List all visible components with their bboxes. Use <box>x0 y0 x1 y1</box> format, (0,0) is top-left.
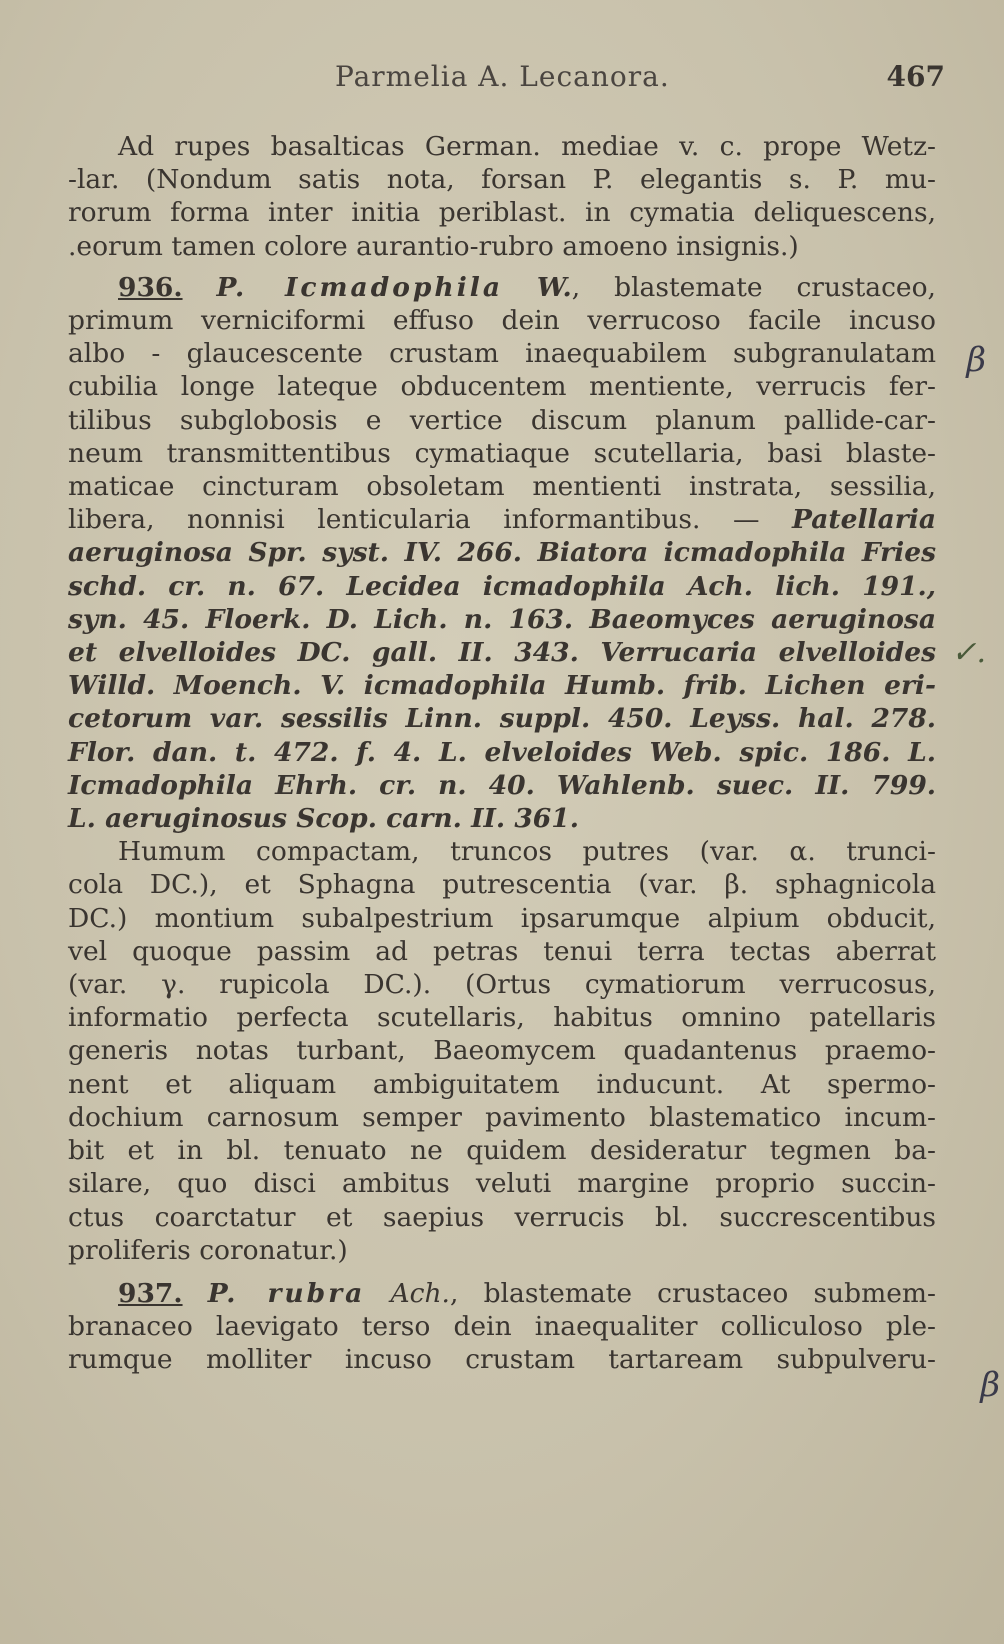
species-name: P. rubra <box>207 1277 366 1309</box>
synonym: Patellaria <box>792 504 936 536</box>
paragraph-1 <box>68 130 936 263</box>
entry-number: 936. <box>118 271 183 303</box>
text-line: maticae cincturam obsoletam mentienti instrata, sessilia, <box>68 471 936 503</box>
text-line: silare, quo disci ambitus veluti margine proprio succin- <box>68 1168 936 1200</box>
entry-937 <box>68 1277 936 1377</box>
species-author: W. <box>536 271 572 303</box>
text-line: bit et in bl. tenuato ne quidem desideratur tegmen ba- <box>68 1135 936 1167</box>
text-line: DC.) montium subalpestrium ipsarumque alpium obducit, <box>68 902 936 934</box>
text-line: generis notas turbant, Baeomycem quadantenus praemo- <box>68 1035 936 1067</box>
paragraph-habitat <box>68 835 936 1267</box>
text-line: cetorum var. sessilis Linn. suppl. 450. Leyss. hal. 278. <box>68 703 936 735</box>
text-line: Humum compactam, truncos putres (var. α. trunci- <box>118 836 936 868</box>
text-line: L. aeruginosus Scop. carn. II. 361. <box>68 803 579 835</box>
text-line: -lar. (Nondum satis nota, forsan P. elegantis s. P. mu- <box>68 164 936 196</box>
text-line: Flor. dan. t. 472. f. 4. L. elveloides Web. spic. 186. L. <box>68 736 936 768</box>
entry-number: 937. <box>118 1277 183 1309</box>
text-line: et elvelloides DC. gall. II. 343. Verrucaria elvelloides <box>68 637 936 669</box>
text-line: , blastemate crustaceo, <box>571 271 936 303</box>
entry-heading <box>68 271 936 304</box>
margin-annotation: β <box>980 1365 1000 1405</box>
text-line: neum transmittentibus cymatiaque scutellaria, basi blaste- <box>68 437 936 469</box>
text-line: branaceo laevigato terso dein inaequaliter colliculoso ple- <box>68 1311 936 1343</box>
text-line: ctus coarctatur et saepius verrucis bl. succrescentibus <box>68 1201 936 1233</box>
species-name: P. Icmadophila <box>216 271 503 303</box>
text-line: (var. γ. rupicola DC.). (Ortus cymatiorum verrucosus, <box>68 969 936 1001</box>
page-number: 467 <box>886 60 945 93</box>
entry-936 <box>68 271 936 835</box>
text-line: albo - glaucescente crustam inaequabilem subgranulatam <box>68 338 936 370</box>
text-line: nent et aliquam ambiguitatem inducunt. At spermo- <box>68 1068 936 1100</box>
text-line: tilibus subglobosis e vertice discum planum pallide-car- <box>68 404 936 436</box>
text-line: cola DC.), et Sphagna putrescentia (var. β. sphagnicola <box>68 869 936 901</box>
text-line: dochium carnosum semper pavimento blastematico incum- <box>68 1101 936 1133</box>
text-line: vel quoque passim ad petras tenui terra tectas aberrat <box>68 935 936 967</box>
species-author: Ach. <box>390 1277 450 1309</box>
text-line: .eorum tamen colore aurantio-rubro amoeno insignis.) <box>68 230 799 262</box>
entry-heading <box>68 1277 936 1310</box>
text-line: proliferis coronatur.) <box>68 1234 348 1266</box>
margin-annotation: ✓. <box>951 635 986 670</box>
text-line: primum verniciformi effuso dein verrucoso facile incuso <box>68 305 936 337</box>
page-header <box>70 60 950 100</box>
text-line: aeruginosa Spr. syst. IV. 266. Biatora icmadophila Fries <box>68 537 936 569</box>
text-line: rumque molliter incuso crustam tartaream subpulveru- <box>68 1344 936 1376</box>
text-line: rorum forma inter initia periblast. in cymatia deliquescens, <box>68 197 936 229</box>
text-line: , blastemate crustaceo submem- <box>450 1277 936 1309</box>
text-segment: libera, nonnisi lenticularia informantibus. — <box>68 504 760 536</box>
text-line: Ad rupes basalticas German. mediae v. c. prope Wetz- <box>118 131 936 162</box>
text-line: Icmadophila Ehrh. cr. n. 40. Wahlenb. suec. II. 799. <box>68 769 936 801</box>
text-line: cubilia longe lateque obducentem mentiente, verrucis fer- <box>68 371 936 403</box>
margin-annotation: β <box>966 340 986 380</box>
text-line: syn. 45. Floerk. D. Lich. n. 163. Baeomyces aeruginosa <box>68 603 936 635</box>
text-line: Willd. Moench. V. icmadophila Humb. frib. Lichen eri- <box>68 670 936 702</box>
text-line <box>68 503 936 536</box>
text-line: informatio perfecta scutellaris, habitus omnino patellaris <box>68 1002 936 1034</box>
body-text <box>68 130 936 1377</box>
text-line: schd. cr. n. 67. Lecidea icmadophila Ach. lich. 191., <box>68 570 936 602</box>
running-title: Parmelia A. Lecanora. <box>335 60 670 93</box>
